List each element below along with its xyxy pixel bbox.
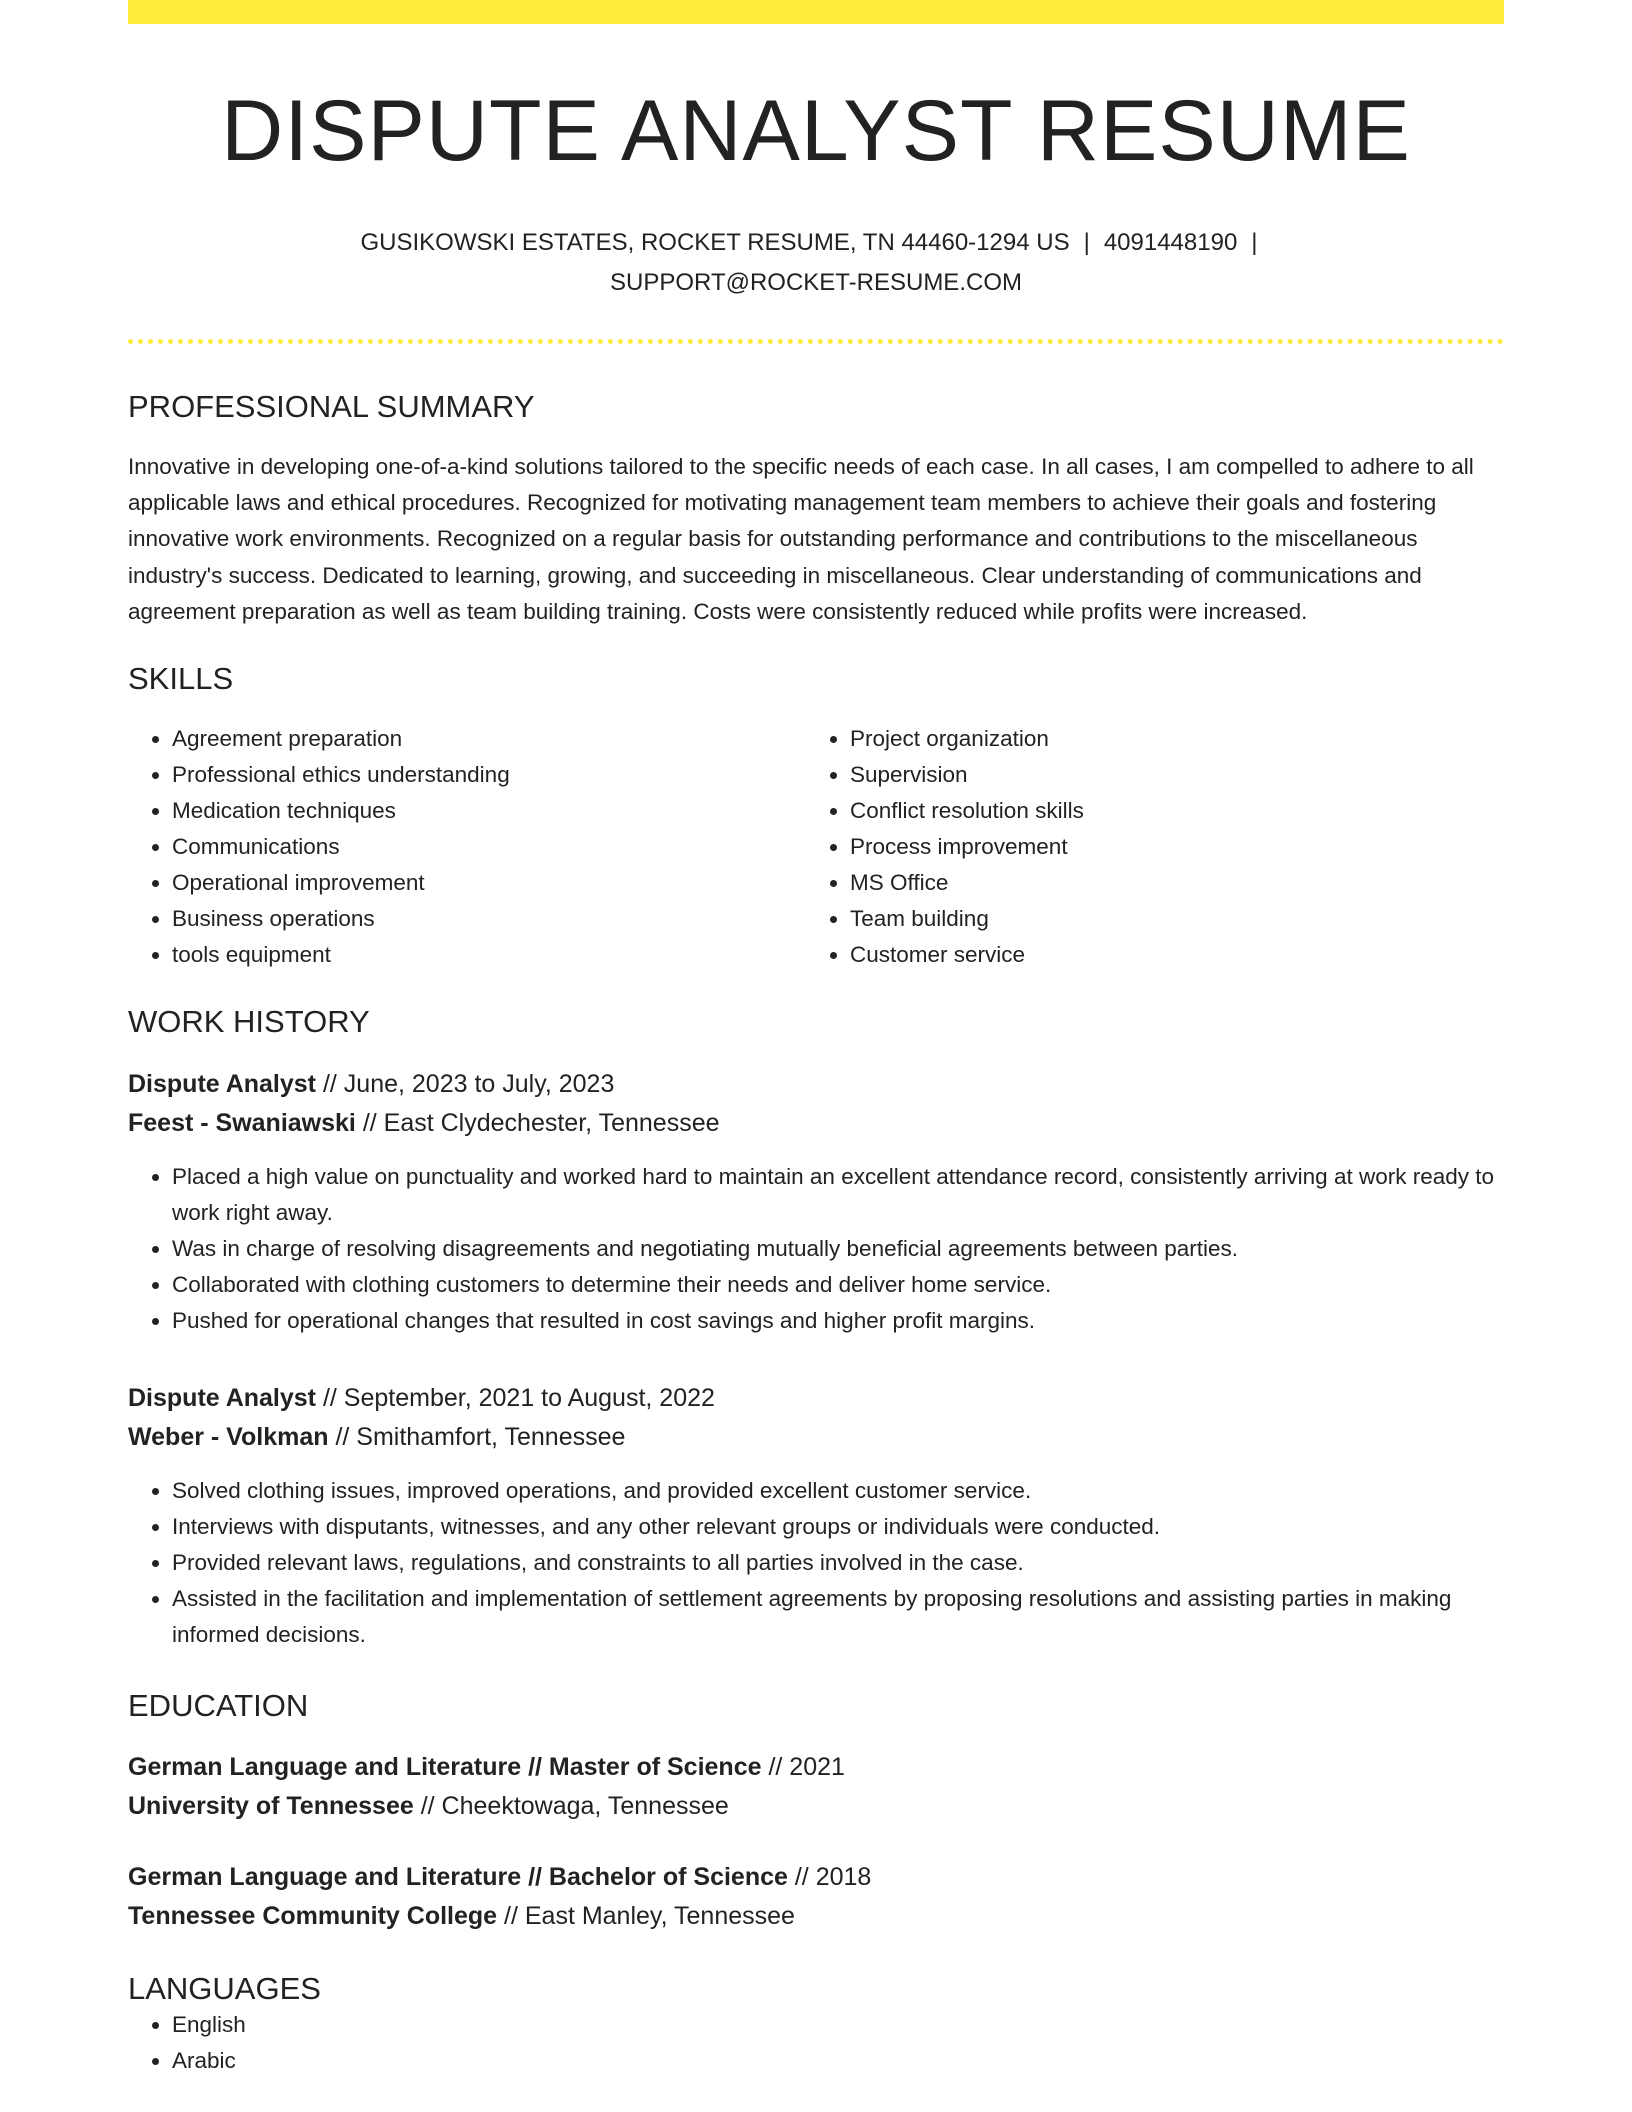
job-company-line [128, 1418, 1504, 1457]
summary-heading: PROFESSIONAL SUMMARY [128, 388, 535, 424]
skill-item: • Conflict resolution skills [850, 793, 1484, 829]
education-degree-line [128, 1748, 1504, 1787]
job-dates: // June, 2023 to July, 2023 [316, 1069, 615, 1098]
skills-right-column [806, 721, 1484, 973]
job-bullet: • Provided relevant laws, regulations, and constraints to all parties involved in the case. [172, 1545, 1504, 1581]
contact-address: GUSIKOWSKI ESTATES, ROCKET RESUME, TN 44460-1294 US [360, 228, 1070, 256]
job-bullet: • Placed a high value on punctuality and worked hard to maintain an excellent attendance record, consistently arriving at work ready to work right away. [172, 1159, 1504, 1231]
skill-item: • Professional ethics understanding [172, 757, 806, 793]
resume-title: DISPUTE ANALYST RESUME [221, 83, 1411, 179]
contact-phone: 4091448190 [1103, 228, 1238, 256]
job-dates: // September, 2021 to August, 2022 [316, 1383, 715, 1412]
education-degree: German Language and Literature // Master of Science [128, 1752, 762, 1781]
skill-item: • Medication techniques [172, 793, 806, 829]
language-item: • Arabic [172, 2043, 1504, 2079]
education-school-line [128, 1787, 1504, 1826]
education-school: Tennessee Community College [128, 1901, 498, 1930]
job-bullet: • Solved clothing issues, improved operations, and provided excellent customer service. [172, 1473, 1504, 1509]
job-company: Feest - Swaniawski [128, 1108, 356, 1137]
work-history-heading: WORK HISTORY [128, 1004, 370, 1040]
job-bullet: • Interviews with disputants, witnesses, and any other relevant groups or individuals were conducted. [172, 1509, 1504, 1545]
languages-heading: LANGUAGES [128, 1970, 321, 2006]
education-degree: German Language and Literature // Bachelor of Science [128, 1862, 788, 1891]
job-title: Dispute Analyst [128, 1383, 317, 1412]
skills-left-column [128, 721, 806, 973]
skills-heading: SKILLS [128, 661, 234, 697]
skill-item: • Communications [172, 829, 806, 865]
education-year: // 2018 [787, 1862, 872, 1891]
skill-item: • Customer service [850, 937, 1484, 973]
education-location: // Cheektowaga, Tennessee [413, 1791, 729, 1820]
job-title-line [128, 1065, 1504, 1104]
education-degree-line [128, 1858, 1504, 1897]
education-year: // 2021 [761, 1752, 845, 1781]
contact-email: SUPPORT@ROCKET-RESUME.COM [610, 268, 1022, 296]
education-location: // East Manley, Tennessee [497, 1901, 795, 1930]
language-item: • English [172, 2007, 1504, 2043]
job-location: // East Clydechester, Tennessee [355, 1108, 720, 1137]
education-entry [128, 1748, 1504, 1826]
summary-text: Innovative in developing one-of-a-kind solutions tailored to the specific needs of each case. In all cases, I am compelled to adhere to all applicable laws and ethical procedures. Recognized for motivating management team members to achieve their goals and fostering innovative work environments. Recognized on a regular basis for outstanding performance and contributions to the miscellaneous industry's success. Dedicated to learning, growing, and succeeding in miscellaneous. Clear understanding of communications and agreement preparation as well as team building training. Costs were consistently reduced while profits were increased. [128, 453, 1474, 624]
skill-item: • Process improvement [850, 829, 1484, 865]
languages-list [128, 2007, 1504, 2079]
job-bullet: • Was in charge of resolving disagreements and negotiating mutually beneficial agreements between parties. [172, 1231, 1504, 1267]
skill-item: • Operational improvement [172, 865, 806, 901]
skill-item: • tools equipment [172, 937, 806, 973]
skill-item: • Team building [850, 901, 1484, 937]
job-title-line [128, 1379, 1504, 1418]
job-company-line [128, 1104, 1504, 1143]
education-school: University of Tennessee [128, 1791, 414, 1820]
resume-page [128, 0, 1504, 2079]
skills-grid [128, 721, 1504, 973]
skill-item: • Supervision [850, 757, 1484, 793]
job-bullet: • Pushed for operational changes that resulted in cost savings and higher profit margins. [172, 1303, 1504, 1339]
job-company: Weber - Volkman [128, 1422, 329, 1451]
contact-separator: | [1251, 228, 1258, 256]
job-entry [128, 1379, 1504, 1653]
education-school-line [128, 1897, 1504, 1936]
skill-item: • Project organization [850, 721, 1484, 757]
job-location: // Smithamfort, Tennessee [328, 1422, 626, 1451]
contact-separator: | [1083, 228, 1090, 256]
education-entry [128, 1858, 1504, 1936]
dotted-divider [128, 339, 1504, 344]
skill-item: • Business operations [172, 901, 806, 937]
job-bullets [128, 1473, 1504, 1653]
job-bullets [128, 1159, 1504, 1339]
contact-info [128, 223, 1504, 303]
job-bullet: • Collaborated with clothing customers to determine their needs and deliver home service. [172, 1267, 1504, 1303]
job-title: Dispute Analyst [128, 1069, 317, 1098]
education-heading: EDUCATION [128, 1687, 309, 1723]
job-bullet: • Assisted in the facilitation and implementation of settlement agreements by proposing resolutions and assisting parties in making informed decisions. [172, 1581, 1504, 1653]
job-entry [128, 1065, 1504, 1339]
skill-item: • Agreement preparation [172, 721, 806, 757]
skill-item: • MS Office [850, 865, 1484, 901]
top-accent-bar [128, 0, 1504, 24]
